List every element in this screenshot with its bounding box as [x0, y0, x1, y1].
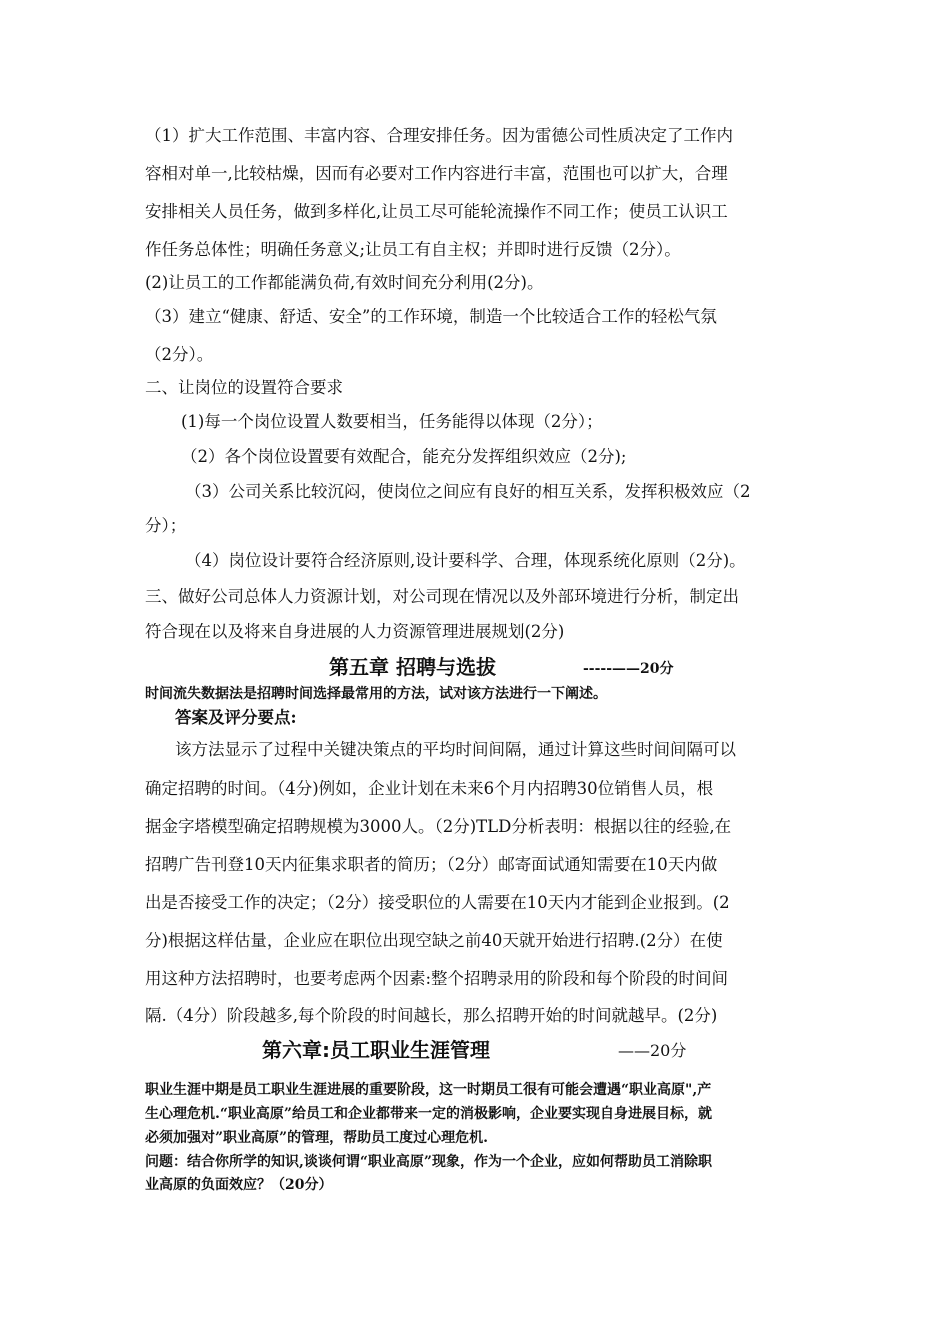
answer-line: 分)根据这样估量，企业应在职位出现空缺之前40天就开始进行招聘.(2分）在使 — [145, 931, 723, 950]
paragraph-line: (2)让员工的工作都能满负荷,有效时间充分利用(2分)。 — [145, 273, 544, 292]
answer-label: 答案及评分要点: — [175, 708, 297, 727]
list-item: （2）各个岗位设置要有效配合，能充分发挥组织效应（2分); — [181, 447, 627, 466]
chapter-title: 第六章:员工职业生涯管理 — [262, 1038, 490, 1062]
paragraph-line: 作任务总体性；明确任务意义;让员工有自主权；并即时进行反馈（2分）。 — [145, 240, 681, 259]
section-heading: 二、让岗位的设置符合要求 — [145, 378, 343, 397]
answer-line: 招聘广告刊登10天内征集求职者的简历；（2分）邮寄面试通知需要在10天内做 — [145, 855, 718, 874]
paragraph-line: 安排相关人员任务，做到多样化,让员工尽可能轮流操作不同工作；使员工认识工 — [145, 202, 728, 221]
case-text-line: 生心理危机.“职业高原”给员工和企业都带来一定的消极影响，企业要实现自身进展目标，就 — [145, 1106, 712, 1122]
question-text: 问题：结合你所学的知识,谈谈何谓“职业高原”现象，作为一个企业，应如何帮助员工消除职 — [145, 1154, 712, 1170]
question-text: 时间流失数据法是招聘时间选择最常用的方法，试对该方法进行一下阐述。 — [145, 686, 607, 702]
chapter-score: ——20分 — [618, 1041, 687, 1060]
answer-line: 出是否接受工作的决定；（2分）接受职位的人需要在10天内才能到企业报到。(2 — [145, 893, 730, 912]
answer-line: 确定招聘的时间。（4分)例如，企业计划在未来6个月内招聘30位销售人员，根 — [145, 779, 714, 798]
paragraph-line: （1）扩大工作范围、丰富内容、合理安排任务。因为雷德公司性质决定了工作内 — [145, 126, 733, 145]
list-item: （3）公司关系比较沉闷，使岗位之间应有良好的相互关系，发挥积极效应（2 — [185, 482, 751, 501]
answer-line: 据金字塔模型确定招聘规模为3000人。（2分)TLD分析表明：根据以往的经验,在 — [145, 817, 732, 836]
case-text-line: 必须加强对”职业高原”的管理，帮助员工度过心理危机. — [145, 1130, 488, 1146]
list-item: (1)每一个岗位设置人数要相当，任务能得以体现（2分）； — [181, 412, 603, 431]
paragraph-line: 容相对单一,比较枯燥，因而有必要对工作内容进行丰富，范围也可以扩大，合理 — [145, 164, 728, 183]
paragraph-line: （3）建立“健康、舒适、安全”的工作环境，制造一个比较适合工作的轻松气氛 — [145, 307, 717, 326]
chapter-title: 第五章 招聘与选拔 — [329, 655, 496, 679]
answer-line: 用这种方法招聘时，也要考虑两个因素:整个招聘录用的阶段和每个阶段的时间间 — [145, 969, 729, 988]
list-item: 分）； — [145, 516, 187, 535]
question-text: 业高原的负面效应？（20分） — [145, 1177, 333, 1193]
case-text-line: 职业生涯中期是员工职业生涯进展的重要阶段，这一时期员工很有可能会遭遇“职业高原",产 — [145, 1082, 712, 1098]
answer-line: 隔.（4分）阶段越多,每个阶段的时间越长，那么招聘开始的时间就越早。(2分) — [145, 1006, 718, 1025]
list-item: （4）岗位设计要符合经济原则,设计要科学、合理，体现系统化原则（2分)。 — [185, 551, 746, 570]
paragraph-line: （2分）。 — [145, 345, 214, 364]
answer-line: 该方法显示了过程中关键决策点的平均时间间隔，通过计算这些时间间隔可以 — [175, 740, 736, 759]
section-heading: 符合现在以及将来自身进展的人力资源管理进展规划(2分) — [145, 622, 565, 641]
chapter-score: -----——20分 — [583, 661, 674, 677]
section-heading: 三、做好公司总体人力资源计划，对公司现在情况以及外部环境进行分析，制定出 — [145, 587, 739, 606]
